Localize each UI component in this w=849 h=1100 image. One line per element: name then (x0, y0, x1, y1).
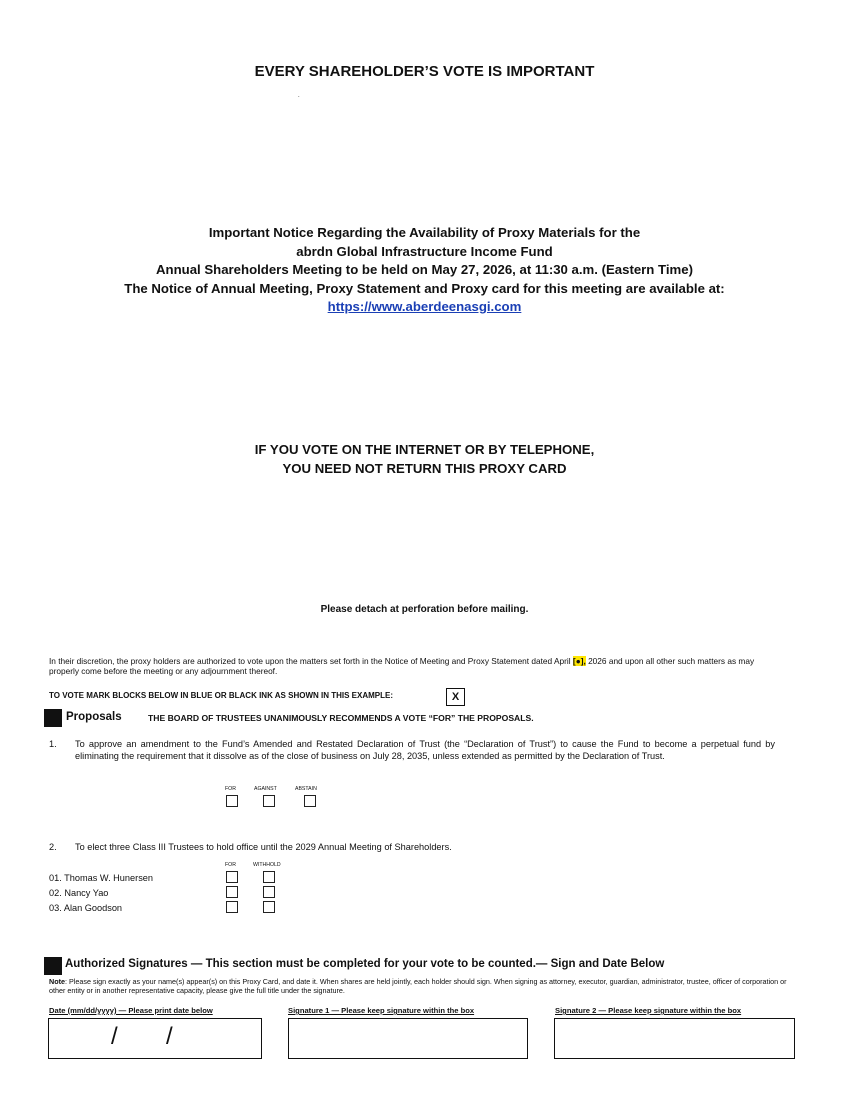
p1-for-label: FOR (225, 786, 236, 792)
nominee-3-for-checkbox[interactable] (226, 901, 238, 913)
p1-against-label: AGAINST (254, 786, 277, 792)
signature-note (49, 977, 794, 995)
date-placeholder-highlight: [●], (572, 656, 586, 666)
discretion-text-before: In their discretion, the proxy holders are authorized to vote upon the matters set forth in the Notice of Meeting and Proxy Statement dated April (49, 656, 573, 666)
nominee-1: 01. Thomas W. Hunersen (49, 873, 154, 883)
discretion-text-after: 2026 and upon all other such matters as may properly come before the meeting or any adjournment thereof. (49, 656, 755, 676)
p1-against-checkbox[interactable] (263, 795, 275, 807)
note-text: : Please sign exactly as your name(s) appear(s) on this Proxy Card, and date it. When shares are held jointly, each holder should sign. When signing as attorney, executor, guardian, administrator, trustee, officer of corporation or other entity or in another representative capacity, please give the full title under the signature. (49, 977, 787, 995)
note-label: Note (49, 977, 65, 986)
p2-withhold-label: WITHHOLD (253, 862, 281, 868)
proposal-2-text: To elect three Class III Trustees to hold office until the 2029 Annual Meeting of Shareholders. (75, 842, 452, 852)
p2-for-label: FOR (225, 862, 236, 868)
proposal-1-number: 1. (49, 739, 57, 749)
p1-for-checkbox[interactable] (226, 795, 238, 807)
nominee-3-withhold-checkbox[interactable] (263, 901, 275, 913)
signature-1-label: Signature 1 — Please keep signature within the box (288, 1006, 475, 1015)
date-field-box[interactable] (48, 1018, 262, 1059)
notice-line-4: The Notice of Annual Meeting, Proxy Statement and Proxy card for this meeting are available at: (124, 280, 725, 296)
detach-instruction: Please detach at perforation before mailing. (320, 604, 529, 615)
p1-abstain-label: ABSTAIN (295, 786, 317, 792)
signatures-section-marker (44, 957, 62, 975)
mark-instruction: TO VOTE MARK BLOCKS BELOW IN BLUE OR BLACK INK AS SHOWN IN THIS EXAMPLE: (49, 691, 393, 700)
proposal-2-number: 2. (49, 842, 57, 852)
internet-vote-notice (0, 441, 849, 478)
nominee-2: 02. Nancy Yao (49, 888, 109, 898)
nominee-2-withhold-checkbox[interactable] (263, 886, 275, 898)
nominee-1-for-checkbox[interactable] (226, 871, 238, 883)
internet-vote-line-1: IF YOU VOTE ON THE INTERNET OR BY TELEPHONE, (254, 442, 595, 457)
signatures-heading: Authorized Signatures — This section must be completed for your vote to be counted.— Sign and Date Below (65, 958, 665, 970)
signature-2-box[interactable] (554, 1018, 795, 1059)
signature-2-label: Signature 2 — Please keep signature within the box (555, 1006, 742, 1015)
nominee-1-withhold-checkbox[interactable] (263, 871, 275, 883)
board-recommendation: THE BOARD OF TRUSTEES UNANIMOUSLY RECOMMENDS A VOTE “FOR” THE PROPOSALS. (148, 713, 534, 723)
proposals-section-marker (44, 709, 62, 727)
nominee-3: 03. Alan Goodson (49, 903, 123, 913)
proposal-1-text: To approve an amendment to the Fund’s Amended and Restated Declaration of Trust (the “Declaration of Trust”) to cause the Fund to become a perpetual fund by eliminating the requirement that it dissolve as of the close of business on July 28, 2035, unless extended as permitted by the Declaration of Trust. (75, 739, 775, 761)
notice-fund-name: abrdn Global Infrastructure Income Fund (296, 243, 553, 259)
stray-dot: . (298, 93, 300, 99)
p1-abstain-checkbox[interactable] (304, 795, 316, 807)
nominee-2-for-checkbox[interactable] (226, 886, 238, 898)
date-field-label: Date (mm/dd/yyyy) — Please print date below (49, 1006, 213, 1015)
date-separator-2: / (166, 1023, 173, 1050)
discretion-paragraph (49, 656, 769, 676)
proxy-materials-notice (0, 224, 849, 317)
internet-vote-line-2: YOU NEED NOT RETURN THIS PROXY CARD (282, 460, 567, 476)
card-title: EVERY SHAREHOLDER’S VOTE IS IMPORTANT (254, 63, 595, 80)
signature-1-box[interactable] (288, 1018, 528, 1059)
proposals-heading: Proposals (66, 711, 122, 723)
materials-link[interactable]: https://www.aberdeenasgi.com (327, 299, 522, 314)
date-separator-1: / (111, 1023, 118, 1050)
mark-example-box: X (446, 688, 465, 706)
notice-meeting-date: Annual Shareholders Meeting to be held on May 27, 2026, at 11:30 a.m. (Eastern Time) (156, 262, 693, 277)
notice-line-1: Important Notice Regarding the Availability of Proxy Materials for the (208, 225, 641, 240)
